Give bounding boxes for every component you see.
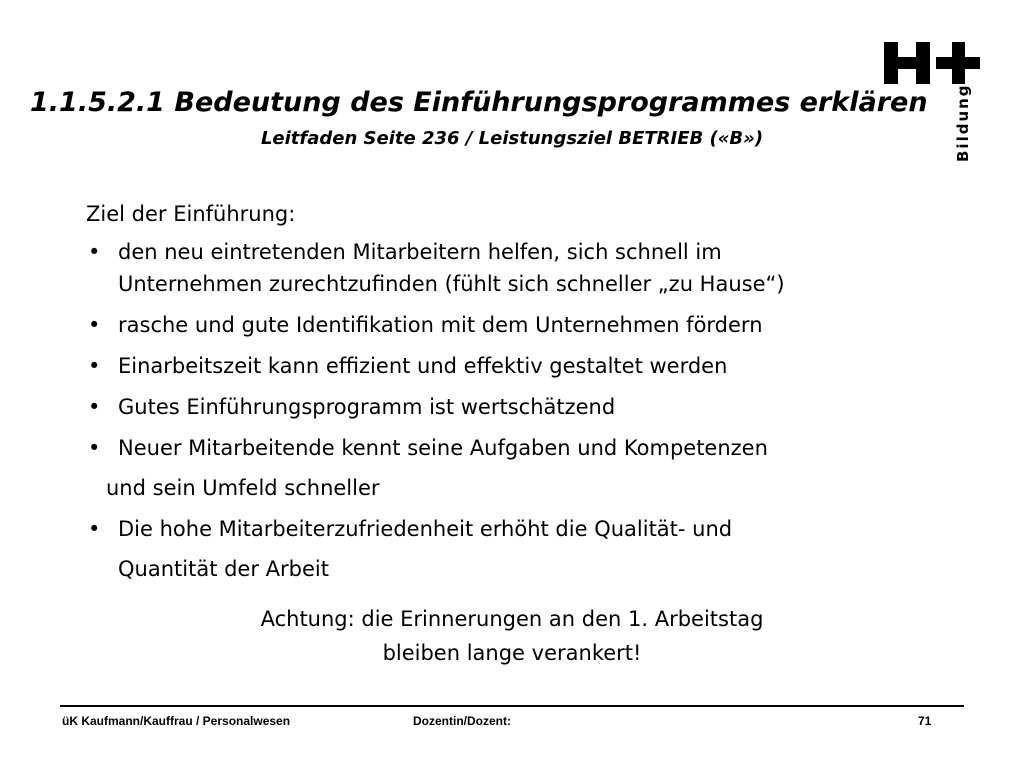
list-item	[86, 391, 886, 423]
bullet-icon: •	[88, 395, 101, 419]
note-line-2: bleiben lange verankert!	[382, 641, 642, 665]
list-item-text: Die hohe Mitarbeiterzufriedenheit erhöht die Qualität- und	[118, 517, 733, 541]
list-item-text-continued: und sein Umfeld schneller	[106, 476, 380, 500]
subtitle-text: Leitfaden Seite 236 / Leistungsziel BETRIEB («B»)	[260, 128, 764, 149]
list-item-text: Einarbeitszeit kann effizient und effektiv gestaltet werden	[118, 354, 728, 378]
bullet-icon: •	[88, 436, 101, 460]
slide-title: 1.1.5.2.1 Bedeutung des Einführungsprogrammes erklären	[30, 87, 928, 118]
footer-page-number: 71	[918, 714, 932, 728]
note-line-1: Achtung: die Erinnerungen an den 1. Arbeitstag	[260, 607, 764, 631]
list-item	[86, 236, 886, 300]
bullet-icon: •	[88, 517, 101, 541]
list-item-text: Neuer Mitarbeitende kennt seine Aufgaben und Kompetenzen	[118, 436, 768, 460]
bullet-icon: •	[88, 240, 101, 264]
section-heading: Ziel der Einführung:	[86, 202, 296, 226]
list-item-text-continued: Quantität der Arbeit	[118, 557, 329, 581]
logo-wordmark: Bildung	[954, 83, 972, 162]
footer-instructor-label: Dozentin/Dozent:	[413, 714, 511, 728]
list-item-text: rasche und gute Identifikation mit dem Unternehmen fördern	[118, 313, 763, 337]
list-item	[86, 513, 886, 585]
list-item	[86, 309, 886, 341]
list-item-text-continued: Unternehmen zurechtzufinden (fühlt sich schneller „zu Hause“)	[118, 272, 785, 296]
footer-divider	[60, 705, 964, 707]
slide-content	[86, 196, 886, 594]
bullet-list	[86, 236, 886, 585]
bullet-icon: •	[88, 313, 101, 337]
list-item-text: Gutes Einführungsprogramm ist wertschätzend	[118, 395, 616, 419]
list-item	[86, 432, 886, 504]
attention-note	[0, 602, 1024, 670]
footer-course: üK Kaufmann/Kauffrau / Personalwesen	[62, 714, 291, 728]
list-item-text: den neu eintretenden Mitarbeitern helfen, sich schnell im	[118, 240, 722, 264]
bullet-icon: •	[88, 354, 101, 378]
slide-subtitle	[0, 126, 1024, 152]
list-item	[86, 350, 886, 382]
